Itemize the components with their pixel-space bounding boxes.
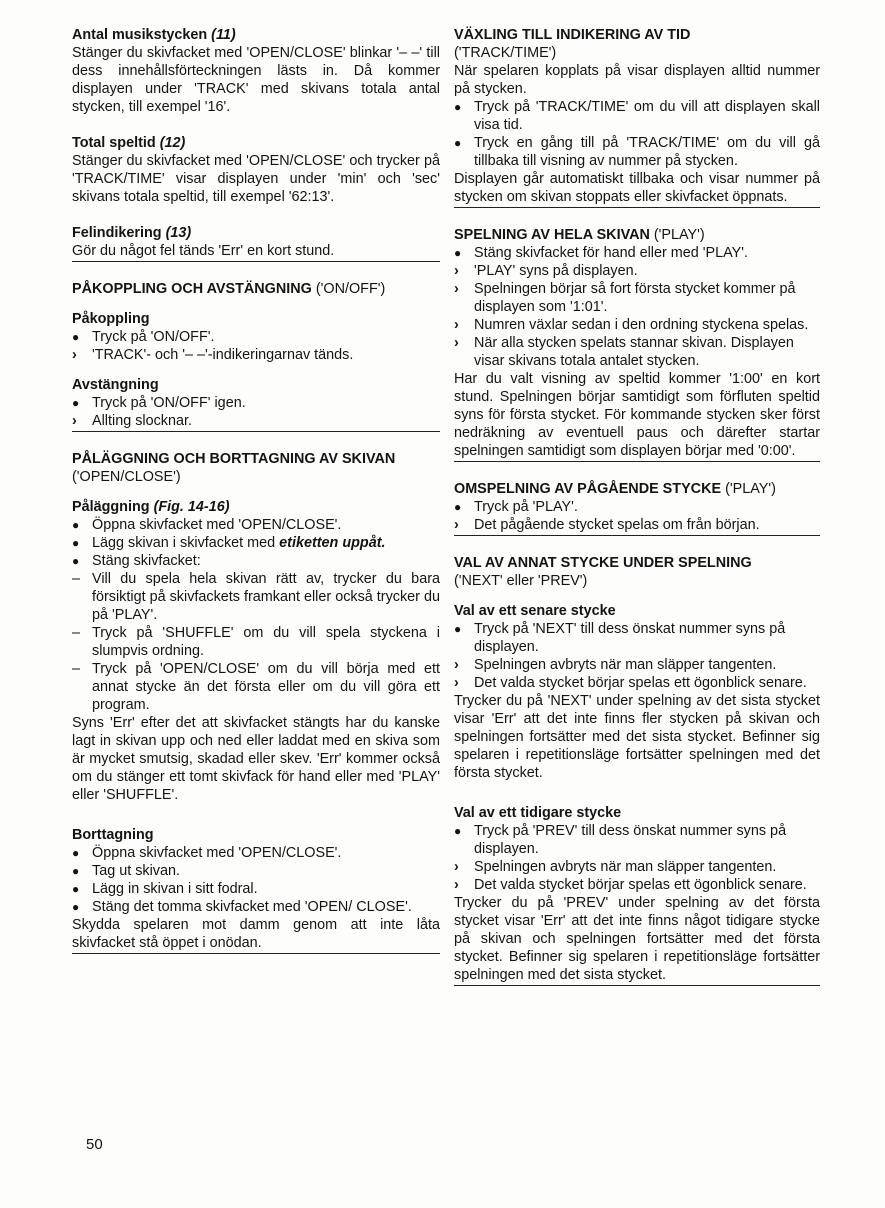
bullet-icon — [454, 822, 470, 840]
arrow-icon — [72, 412, 88, 430]
body-text: Displayen går automatiskt tillbaka och visar nummer på stycken om skivan stoppats eller skivfacket öppnats. — [454, 171, 820, 205]
section-heading: SPELNING AV HELA SKIVAN ('PLAY') — [454, 227, 705, 243]
list-item: ● Tag ut skivan. — [72, 862, 440, 880]
body-text: Stänger du skivfacket med 'OPEN/CLOSE' blinkar '– –' till dess innehållsförteckningen lästs in. Då kommer displayen under 'TRACK' med skivans totala antal stycken, till exempel '16'. — [72, 45, 440, 115]
list-item: › När alla stycken spelats stannar skivan. Displayen visar skivans totala antalet stycken. — [454, 334, 820, 370]
section-total-speltid — [72, 134, 440, 206]
bullet-icon — [454, 134, 470, 152]
section-heading: VÄXLING TILL INDIKERING AV TID — [454, 27, 691, 43]
body-text: Trycker du på 'PREV' under spelning av det första stycket visar 'Err' att det inte finns något tidigare stycke på skivan och spelningen fortsätter med det första stycket. Befinner sig spelaren i repetitionsläge fortsätter spelningen med det sista stycket. — [454, 895, 820, 983]
body-text: Stänger du skivfacket med 'OPEN/CLOSE' och trycker på 'TRACK/TIME' visar displayen under 'min' och 'sec' skivans totala speltid, till exempel '62:13'. — [72, 153, 440, 205]
section-heading: OMSPELNING AV PÅGÅENDE STYCKE ('PLAY') — [454, 481, 776, 497]
section-felindikering — [72, 224, 440, 262]
bullet-icon — [72, 534, 88, 552]
section-title: Felindikering (13) — [72, 225, 192, 241]
arrow-icon — [454, 876, 470, 894]
body-text: Gör du något fel tänds 'Err' en kort stund. — [72, 243, 335, 259]
section-antal-musikstycken — [72, 26, 440, 116]
list-item: › Det valda stycket börjar spelas ett ögonblick senare. — [454, 876, 820, 894]
bullet-icon — [72, 516, 88, 534]
arrow-icon — [454, 858, 470, 876]
bullet-icon — [454, 620, 470, 638]
bullet-icon — [72, 862, 88, 880]
subheading-borttagning: Borttagning — [72, 827, 154, 843]
section-heading-note: ('OPEN/CLOSE') — [72, 469, 181, 485]
arrow-icon — [454, 280, 470, 298]
list-item: › Allting slocknar. — [72, 412, 440, 430]
list-item: › Det pågående stycket spelas om från början. — [454, 516, 820, 534]
section-heading-note: ('NEXT' eller 'PREV') — [454, 573, 588, 589]
list-item: – Vill du spela hela skivan rätt av, trycker du bara försiktigt på skivfackets framkant eller också trycker du på 'PLAY'. — [72, 570, 440, 624]
bullet-icon — [72, 552, 88, 570]
page-number: 50 — [86, 1136, 103, 1153]
section-spelning-hela-skivan — [454, 226, 820, 462]
arrow-icon — [454, 516, 470, 534]
list-item: › 'TRACK'- och '– –'-indikeringarnav tänds. — [72, 346, 440, 364]
section-val-av-annat-stycke — [454, 554, 820, 986]
section-heading: PÅLÄGGNING OCH BORTTAGNING AV SKIVAN — [72, 451, 396, 467]
section-omspelning — [454, 480, 820, 536]
subheading-palaggning: Påläggning (Fig. 14-16) — [72, 499, 230, 515]
dash-icon — [72, 660, 88, 678]
section-title: Total speltid (12) — [72, 135, 186, 151]
list-item: ● Stäng skivfacket för hand eller med 'PLAY'. — [454, 244, 820, 262]
subheading-senare-stycke: Val av ett senare stycke — [454, 603, 616, 619]
bullet-icon — [454, 98, 470, 116]
list-item: ● Tryck på 'ON/OFF'. — [72, 328, 440, 346]
bullet-icon — [72, 880, 88, 898]
section-vaxling — [454, 26, 820, 208]
body-text: Har du valt visning av speltid kommer '1:00' en kort stund. Spelningen börjar samtidigt som förfluten speltid syns för första stycket. För kommande stycken sker först nedräkning av eventuell paus och därefter startar spelningen samtidigt som displayen börjar med '0:00'. — [454, 371, 820, 459]
list-item: ● Tryck på 'PLAY'. — [454, 498, 820, 516]
arrow-icon — [72, 346, 88, 364]
subheading-avstangning: Avstängning — [72, 377, 159, 393]
body-text: När spelaren kopplats på visar displayen alltid nummer på stycken. — [454, 63, 820, 97]
section-heading: PÅKOPPLING OCH AVSTÄNGNING ('ON/OFF') — [72, 281, 386, 297]
subheading-tidigare-stycke: Val av ett tidigare stycke — [454, 805, 622, 821]
list-item: › Spelningen börjar så fort första stycket kommer på displayen som '1:01'. — [454, 280, 820, 316]
list-item: ● Lägg in skivan i sitt fodral. — [72, 880, 440, 898]
bullet-icon — [72, 898, 88, 916]
left-column — [72, 26, 440, 972]
bullet-icon — [72, 844, 88, 862]
list-item: ● Tryck på 'PREV' till dess önskat nummer syns på displayen. — [454, 822, 820, 858]
list-item: › 'PLAY' syns på displayen. — [454, 262, 820, 280]
list-item: ● Tryck en gång till på 'TRACK/TIME' om du vill gå tillbaka till visning av nummer på stycken. — [454, 134, 820, 170]
list-item: › Numren växlar sedan i den ordning styckena spelas. — [454, 316, 820, 334]
body-text: Trycker du på 'NEXT' under spelning av det sista stycket visar 'Err' att det inte finns fler stycken på skivan och spelningen fortsätter med det sista stycket. Befinner sig spelaren i repetitionsläge fortsätter spelningen med det första stycket. — [454, 693, 820, 781]
list-item: ● Öppna skivfacket med 'OPEN/CLOSE'. — [72, 516, 440, 534]
arrow-icon — [454, 316, 470, 334]
dash-icon — [72, 624, 88, 642]
right-column — [454, 26, 820, 1004]
list-item: ● Stäng skivfacket: — [72, 552, 440, 570]
arrow-icon — [454, 262, 470, 280]
arrow-icon — [454, 334, 470, 352]
section-pakoppling-avstangning — [72, 280, 440, 432]
list-item: ● Lägg skivan i skivfacket med etiketten uppåt. — [72, 534, 440, 552]
list-item: ● Stäng det tomma skivfacket med 'OPEN/ CLOSE'. — [72, 898, 440, 916]
list-item: ● Tryck på 'ON/OFF' igen. — [72, 394, 440, 412]
list-item: – Tryck på 'SHUFFLE' om du vill spela styckena i slumpvis ordning. — [72, 624, 440, 660]
list-item: ● Tryck på 'TRACK/TIME' om du vill att displayen skall visa tid. — [454, 98, 820, 134]
bullet-icon — [72, 328, 88, 346]
list-item: ● Öppna skivfacket med 'OPEN/CLOSE'. — [72, 844, 440, 862]
subheading-pakoppling: Påkoppling — [72, 311, 150, 327]
list-item: › Det valda stycket börjar spelas ett ögonblick senare. — [454, 674, 820, 692]
bullet-icon — [72, 394, 88, 412]
body-text: Skydda spelaren mot damm genom att inte låta skivfacket stå öppet i onödan. — [72, 917, 440, 951]
list-item: › Spelningen avbryts när man släpper tangenten. — [454, 656, 820, 674]
section-title: Antal musikstycken (11) — [72, 27, 236, 43]
list-item: ● Tryck på 'NEXT' till dess önskat nummer syns på displayen. — [454, 620, 820, 656]
dash-icon — [72, 570, 88, 588]
section-heading: VAL AV ANNAT STYCKE UNDER SPELNING — [454, 555, 752, 571]
bullet-icon — [454, 498, 470, 516]
section-heading-note: ('TRACK/TIME') — [454, 45, 557, 61]
arrow-icon — [454, 656, 470, 674]
section-palaggning-borttagning — [72, 450, 440, 954]
list-item: › Spelningen avbryts när man släpper tangenten. — [454, 858, 820, 876]
list-item: – Tryck på 'OPEN/CLOSE' om du vill börja med ett annat stycke än det första eller om du vill göra ett program. — [72, 660, 440, 714]
arrow-icon — [454, 674, 470, 692]
bullet-icon — [454, 244, 470, 262]
body-text: Syns 'Err' efter det att skivfacket stängts har du kanske lagt in skivan upp och ned eller laddat med en skiva som är mycket smutsig, skadad eller skev. 'Err' kommer också om du stänger ett tomt skivfack för hand eller med 'PLAY' eller 'SHUFFLE'. — [72, 715, 440, 803]
